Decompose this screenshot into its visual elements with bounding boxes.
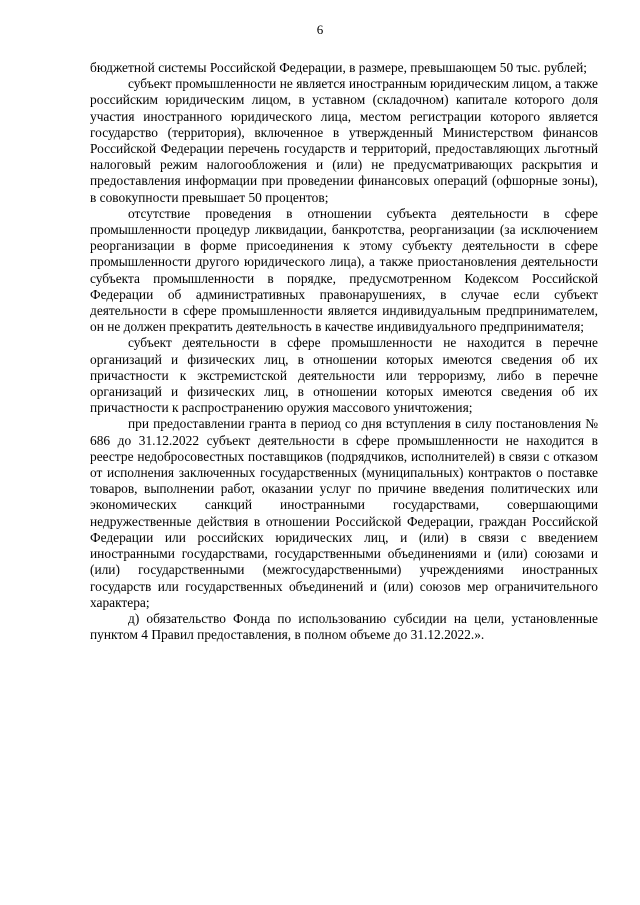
page-number: 6	[316, 22, 324, 37]
document-body	[90, 60, 598, 643]
paragraph-foreign-entity: субъект промышленности не является иностранным юридическим лицом, а также российским юридическим лицом, в уставном (складочном) капитале которого доля участия иностранного юридического лица, местом регистрации которого является государство (территория), включенное в утвержденный Министерством финансов Российской Федерации перечень государств и территорий, предоставляющих льготный налоговый режим налогообложения и (или) не предусматривающих раскрытия и предоставления информации при проведении финансовых операций (офшорные зоны), в совокупности превышает 50 процентов;	[90, 76, 598, 205]
paragraph-unfair-suppliers-registry: при предоставлении гранта в период со дня вступления в силу постановления № 686 до 31.12.2022 субъект деятельности в сфере промышленности не находится в реестре недобросовестных поставщиков (подрядчиков, исполнителей) в связи с отказом от исполнения заключенных государственных (муниципальных) контрактов о поставке товаров, выполнении работ, оказании услуг по причине введения политических или экономических санкций иностранными государствами, совершающими недружественные действия в отношении Российской Федерации, граждан Российской Федерации или российских юридических лиц, и (или) в связи с введением иностранными государствами, государственными объединениями и (или) союзами и (или) государственными (межгосударственными) учреждениями иностранных государств или государственных объединений и (или) союзов мер ограничительного характера;	[90, 416, 598, 610]
paragraph-no-liquidation: отсутствие проведения в отношении субъекта деятельности в сфере промышленности процедур ликвидации, банкротства, реорганизации (за исключением реорганизации в форме присоединения к этому субъекту деятельности в сфере промышленности другого юридического лица), а также приостановления деятельности субъекта промышленности в порядке, предусмотренном Кодексом Российской Федерации об административных правонарушениях, в случае если субъект деятельности в сфере промышленности является индивидуальным предпринимателем, он не должен прекратить деятельность в качестве индивидуального предпринимателя;	[90, 205, 598, 335]
paragraph-budget-debt: бюджетной системы Российской Федерации, в размере, превышающем 50 тыс. рублей;	[90, 60, 588, 75]
paragraph-fund-obligation: д) обязательство Фонда по использованию субсидии на цели, установленные пунктом 4 Правил предоставления, в полном объеме до 31.12.2022.».	[90, 610, 598, 643]
paragraph-extremism-list: субъект деятельности в сфере промышленности не находится в перечне организаций и физических лиц, в отношении которых имеются сведения об их причастности к экстремистской деятельности или терроризму, либо в перечне организаций и физических лиц, в отношении которых имеются сведения об их причастности к распространению оружия массового уничтожения;	[90, 335, 598, 416]
